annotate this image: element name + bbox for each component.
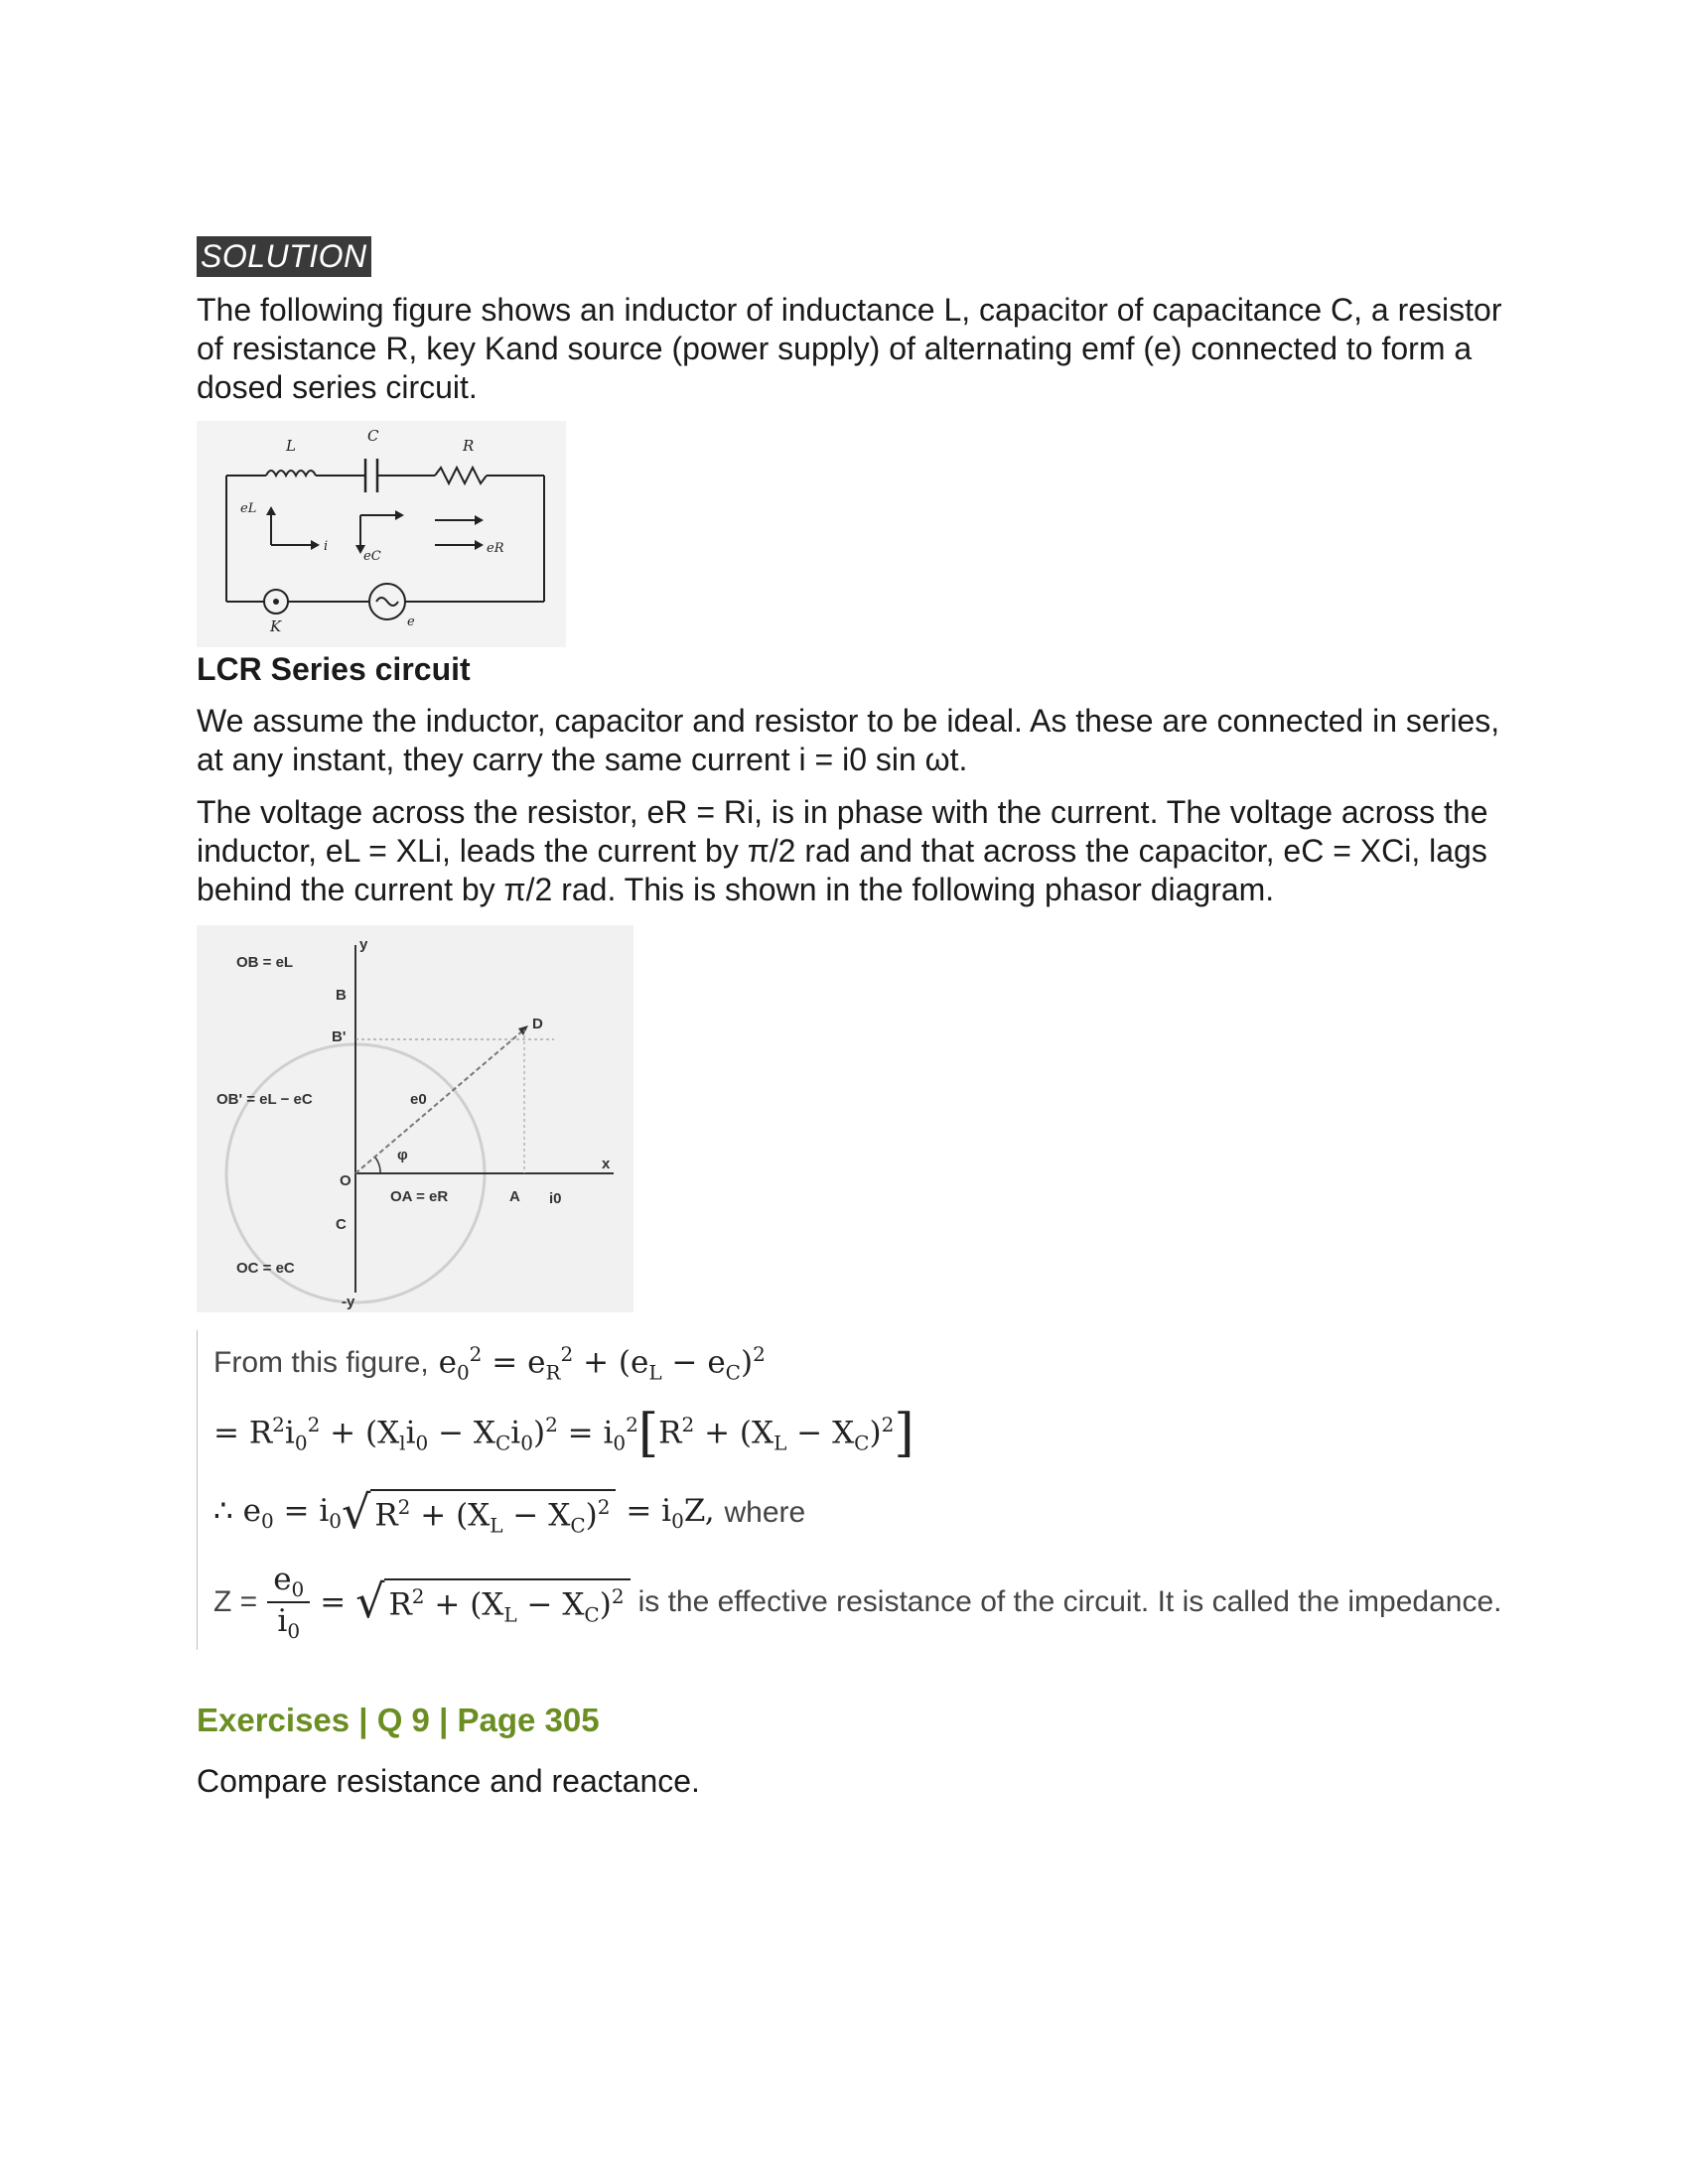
- intro-paragraph: The following figure shows an inductor of inductance L, capacitor of capacitance C, a resistor of resistance R, key Kand source (power supply) of alternating emf (e) connected to form a dosed series circuit.: [197, 292, 1502, 405]
- label-eC: eC: [363, 549, 381, 564]
- label-oc: OC = eC: [236, 1260, 295, 1277]
- equation-line-2: = $R^2i_0^2 + (X_li_0 - X_Ci_0)^2 = i_0^2$ [ $R^2 + (X_L - X_C)^2$ ]: [213, 1404, 914, 1463]
- label-yneg: -y: [342, 1294, 355, 1310]
- label-e: e: [407, 614, 415, 629]
- label-oa: OA = eR: [390, 1188, 449, 1205]
- page-content: [197, 236, 1607, 1800]
- question-text: Compare resistance and reactance.: [197, 1763, 700, 1799]
- phasor-diagram: [197, 925, 633, 1312]
- label-C: C: [367, 427, 379, 445]
- label-K: K: [270, 617, 282, 635]
- label-R: R: [463, 437, 475, 455]
- voltage-paragraph: The voltage across the resistor, eR = Ri, is in phase with the current. The voltage across the inductor, eL = XLi, leads the current by π/2 rad and that across the capacitor, eC = XCi, lags behind the current by π/2 rad. This is shown in the following phasor diagram.: [197, 794, 1488, 907]
- lcr-circuit-figure: [197, 421, 566, 647]
- assumption-paragraph: We assume the inductor, capacitor and resistor to be ideal. As these are connected in series, at any instant, they carry the same current i = i0 sin ωt.: [197, 703, 1500, 777]
- label-phi: φ: [397, 1147, 408, 1163]
- label-O: O: [340, 1172, 352, 1189]
- label-ob: OB = eL: [236, 954, 294, 971]
- equation-line-4: Z = $\frac{e_0}{i_0}$ = √ $R^2 + (X_L - X_C)^2$ is the effective resistance of the circuit. It is called the impedance.: [213, 1561, 1502, 1644]
- label-e0: e0: [410, 1091, 427, 1108]
- label-y: y: [359, 936, 368, 953]
- label-B: B: [336, 987, 347, 1004]
- label-A: A: [509, 1188, 520, 1205]
- label-i0: i0: [549, 1190, 562, 1207]
- derivation-block: [197, 1330, 1623, 1650]
- equation-line-1: From this figure, $e_0^2 = e_R^2 + (e_L - e_C)^2$: [213, 1341, 766, 1385]
- label-Bp: B': [332, 1028, 347, 1045]
- label-x: x: [602, 1156, 611, 1172]
- label-obp: OB' = eL − eC: [216, 1091, 313, 1108]
- label-eR: eR: [487, 541, 504, 556]
- label-eL: eL: [240, 501, 257, 516]
- solution-label: SOLUTION: [197, 236, 371, 277]
- label-i: i: [324, 539, 329, 554]
- label-C: C: [336, 1216, 347, 1233]
- label-L: L: [286, 437, 296, 455]
- equation-line-3: ∴ $e_0 = i_0$ √ $R^2 + (X_L - X_C)^2$ = $i_0Z$, where: [213, 1484, 806, 1539]
- label-D: D: [532, 1016, 543, 1032]
- exercise-heading[interactable]: Exercises | Q 9 | Page 305: [197, 1702, 600, 1738]
- figure-caption: LCR Series circuit: [197, 651, 471, 687]
